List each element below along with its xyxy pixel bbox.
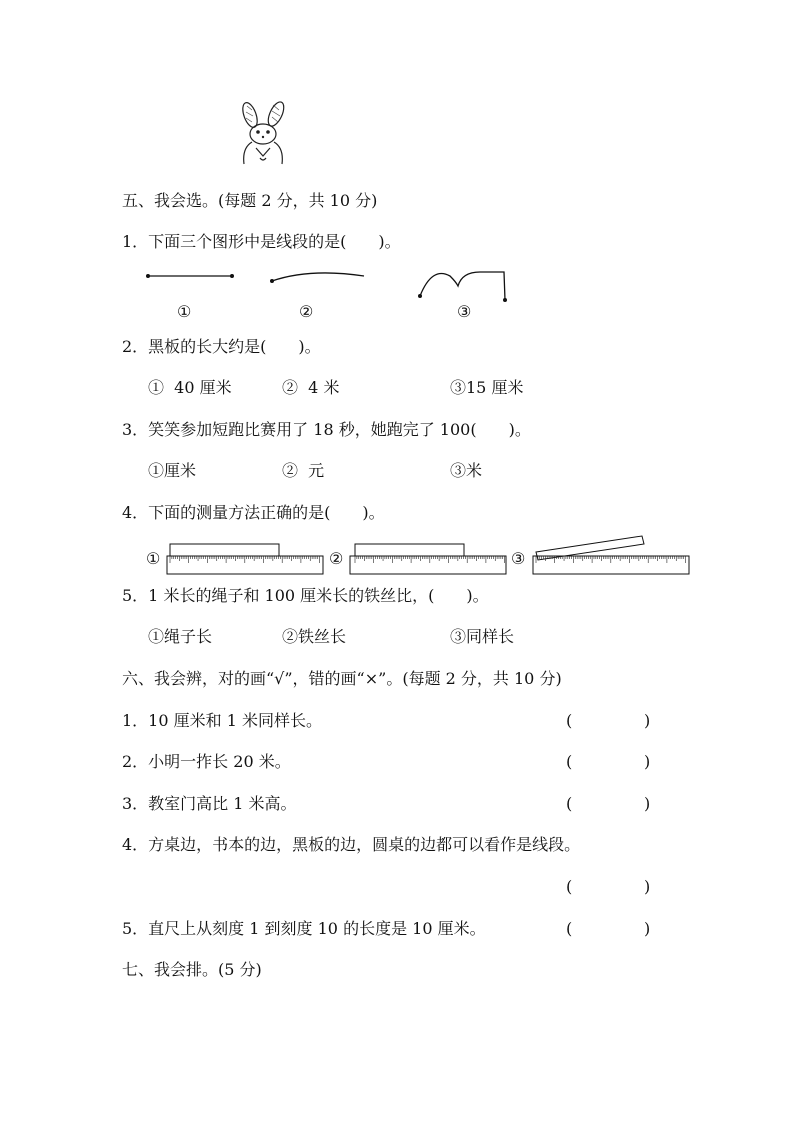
answer-paren-close-5[interactable]: ) [644, 919, 651, 938]
q4-text: 4．下面的测量方法正确的是( )。 [122, 503, 385, 522]
judge-item-1: 1．10 厘米和 1 米同样长。 [122, 711, 322, 730]
q3-text: 3．笑笑参加短跑比赛用了 18 秒，她跑完了 100( )。 [122, 420, 531, 439]
answer-paren-open-3[interactable]: ( [566, 794, 573, 813]
ruler-measure-2 [349, 542, 507, 576]
section5-heading: 五、我会选。(每题 2 分，共 10 分) [122, 191, 378, 210]
q2-option-3: ③15 厘米 [450, 378, 524, 397]
q1-text: 1．下面三个图形中是线段的是( )。 [122, 232, 401, 251]
figure2-curve [272, 273, 364, 281]
answer-paren-open-4[interactable]: ( [566, 877, 573, 896]
judge-item-2: 2．小明一拃长 20 米。 [122, 752, 291, 771]
q1-label-2: ② [299, 302, 314, 321]
q3-option-2: ② 元 [282, 461, 325, 480]
ruler-measure-3 [532, 530, 690, 576]
q4-label-2: ② [329, 549, 344, 568]
judge-item-3: 3．教室门高比 1 米高。 [122, 794, 297, 813]
q4-label-3: ③ [511, 549, 526, 568]
rabbit-illustration [236, 100, 292, 166]
q1-label-3: ③ [457, 302, 472, 321]
answer-paren-open-5[interactable]: ( [566, 919, 573, 938]
q2-text: 2．黑板的长大约是( )。 [122, 337, 321, 356]
q3-option-3: ③米 [450, 461, 483, 480]
q1-label-1: ① [177, 302, 192, 321]
section7-heading: 七、我会排。(5 分) [122, 960, 262, 979]
q4-label-1: ① [146, 549, 161, 568]
judge-item-5: 5．直尺上从刻度 1 到刻度 10 的长度是 10 厘米。 [122, 919, 486, 938]
answer-paren-close-2[interactable]: ) [644, 752, 651, 771]
section6-heading: 六、我会辨，对的画“√”，错的画“×”。(每题 2 分，共 10 分) [122, 669, 562, 688]
answer-paren-close-1[interactable]: ) [644, 711, 651, 730]
q3-option-1: ①厘米 [148, 461, 197, 480]
judge-item-4: 4．方桌边，书本的边，黑板的边，圆桌的边都可以看作是线段。 [122, 835, 581, 854]
answer-paren-close-3[interactable]: ) [644, 794, 651, 813]
q1-figures [140, 262, 520, 306]
answer-paren-open-2[interactable]: ( [566, 752, 573, 771]
q5-option-2: ②铁丝长 [282, 627, 347, 646]
ruler-measure-1 [166, 542, 324, 576]
q2-option-2: ② 4 米 [282, 378, 340, 397]
answer-paren-close-4[interactable]: ) [644, 877, 651, 896]
q5-text: 5．1 米长的绳子和 100 厘米长的铁丝比，( )。 [122, 586, 489, 605]
q5-option-3: ③同样长 [450, 627, 515, 646]
figure3-polyline [420, 272, 505, 300]
answer-paren-open-1[interactable]: ( [566, 711, 573, 730]
q2-option-1: ① 40 厘米 [148, 378, 232, 397]
q5-option-1: ①绳子长 [148, 627, 213, 646]
